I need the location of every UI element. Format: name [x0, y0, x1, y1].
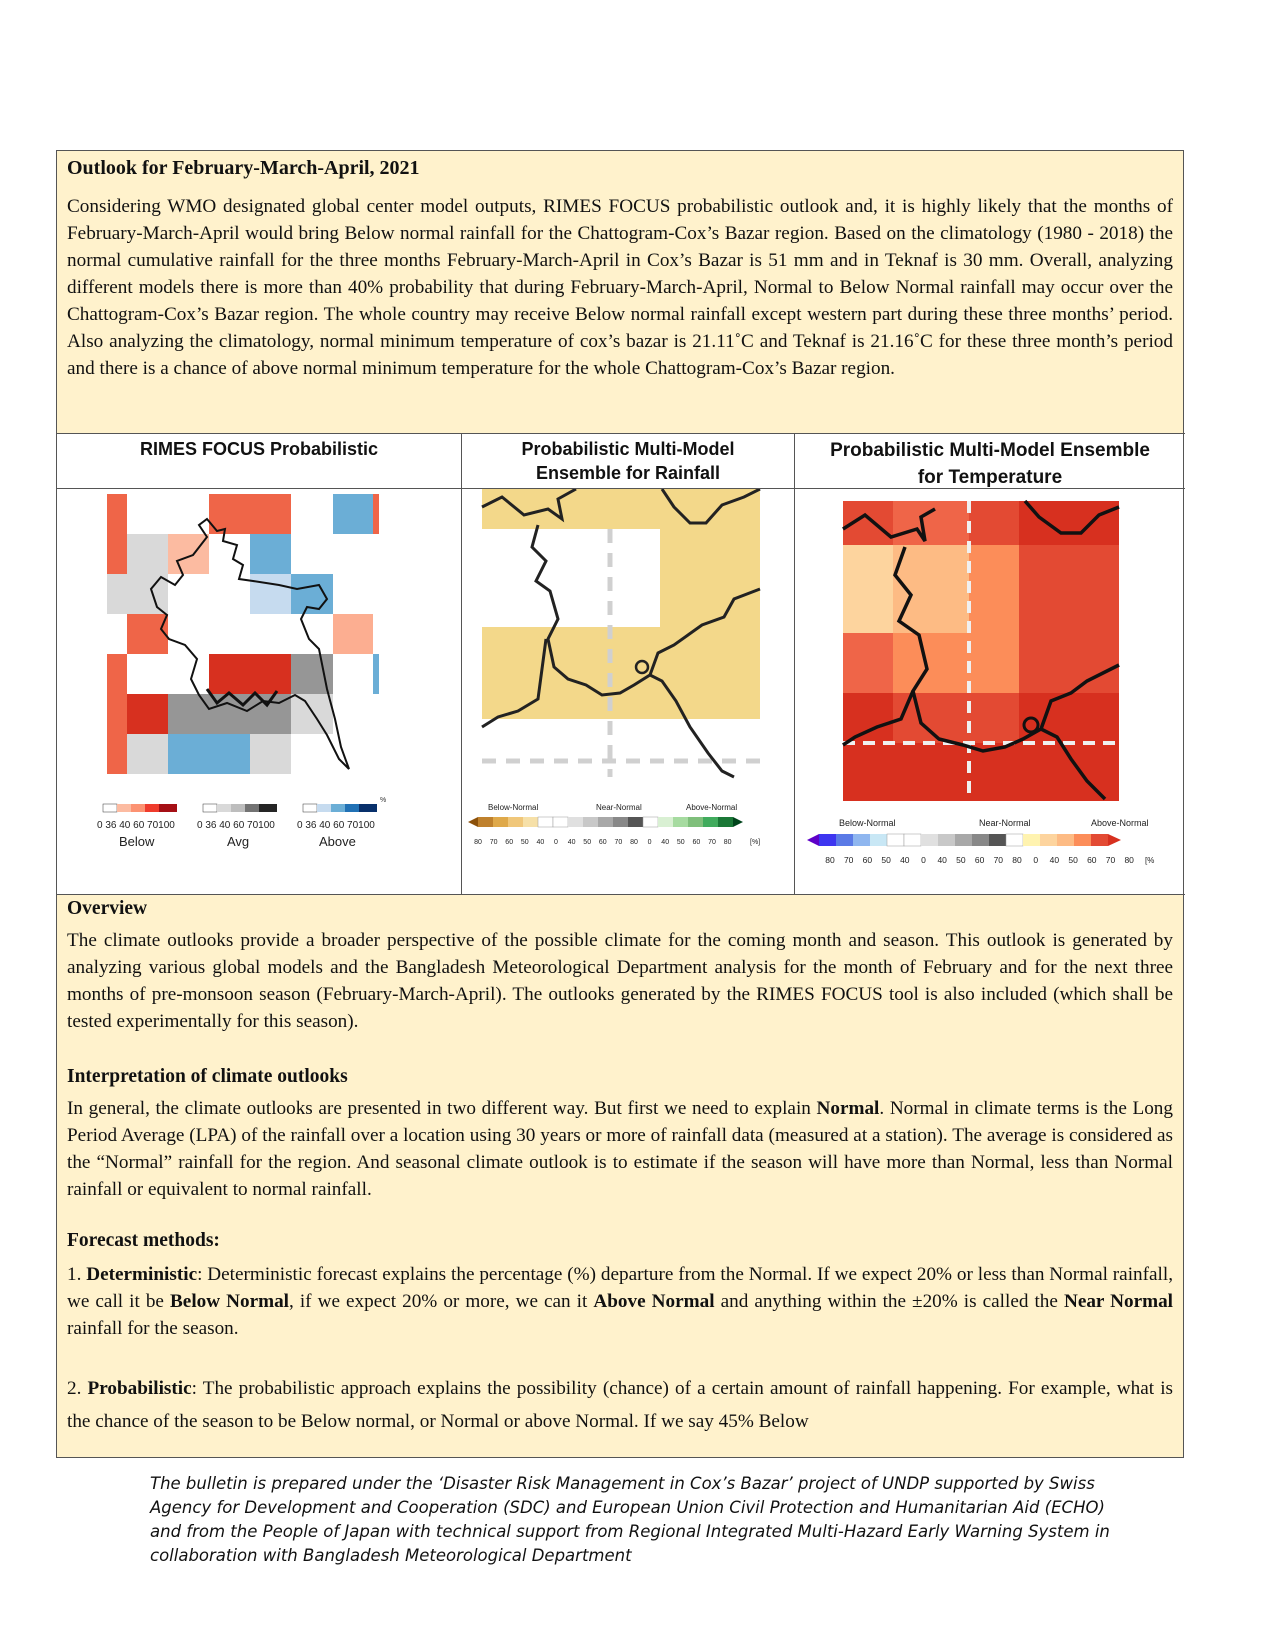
legend-tick-label: 70 [489, 839, 498, 846]
legend-tick-label: 70 [614, 839, 623, 846]
deterministic-text-a: : Deterministic forecast explains the percentage (%) departure from the Normal. If we expect 20% or less than Normal rainfall, we call it be [67, 1264, 1173, 1312]
explanation-section [57, 895, 1183, 1438]
rainfall-ensemble-heading [462, 434, 794, 489]
overview-heading: Overview [67, 898, 148, 919]
rimes-legend-below: Below [119, 834, 155, 849]
legend-tick-label: 40 [900, 855, 910, 865]
legend-tick-label: 60 [598, 839, 607, 846]
legend-tick-label: 50 [1068, 855, 1078, 865]
temperature-heading-line1: Probabilistic Multi-Model Ensemble [830, 440, 1150, 461]
legend-tick-label: 60 [862, 855, 873, 865]
legend-tick-label: 50 [583, 839, 592, 846]
outlook-paragraph: Considering WMO designated global center model outputs, RIMES FOCUS probabilistic outlook and, it is highly likely that the months of February-March-April would bring Below normal rainfall for the Chattogram-Cox’s Bazar region. Based on the climatology (1980 - 2018) the normal cumulative rainfall for the three months February-March-April in Cox’s Bazar is 51 mm and in Teknaf is 30 mm. Overall, analyzing different models there is more than 40% probability that during February-March-April, Normal to Below Normal rainfall may occur over the Chattogram-Cox’s Bazar region. The whole country may receive Below normal rainfall except western part during these three months’ period. Also analyzing the climatology, normal minimum temperature of cox’s bazar is 21.11˚C and Teknaf is 21.16˚C for these three month’s period and there is a chance of above normal minimum temperature for the whole Chattogram-Cox’s Bazar region. [67, 196, 1173, 379]
rainfall-legend-ticks [474, 839, 731, 846]
temperature-map [795, 489, 1185, 895]
temperature-legend-unit: [% [1145, 856, 1155, 865]
forecast-methods-heading: Forecast methods: [67, 1230, 220, 1251]
legend-tick-label: 50 [956, 855, 966, 865]
probabilistic-number: 2. [67, 1378, 88, 1399]
rainfall-legend-unit: [%] [750, 839, 761, 846]
legend-tick-label: 0 [554, 839, 558, 846]
rainfall-legend [468, 803, 760, 846]
legend-tick-label: 0 [647, 839, 652, 846]
rimes-legend [97, 797, 386, 849]
legend-tick-label: 80 [723, 839, 732, 846]
rimes-legend-avg: Avg [227, 834, 250, 849]
interpretation-text-end: . Normal in climate terms is the Long Period Average (LPA) of the rainfall over a location using 30 years or more of rainfall data (measured at a station). The average is considered as the “Normal” rainfall for the region. And seasonal climate outlook is to estimate if the season will have more than Normal, less than Normal rainfall or equivalent to normal rainfall. [67, 1098, 1173, 1200]
rimes-focus-map-area [57, 489, 461, 894]
temperature-map-area [795, 489, 1185, 894]
outlook-box [56, 150, 1184, 1458]
legend-tick-label: 40 [661, 839, 670, 846]
legend-tick-label: 60 [692, 839, 701, 846]
legend-tick-label: 50 [520, 839, 529, 846]
legend-tick-label: 50 [676, 839, 685, 846]
rimes-focus-heading: RIMES FOCUS Probabilistic [57, 434, 461, 489]
legend-tick-label: 60 [974, 855, 985, 865]
rimes-focus-map [57, 489, 461, 895]
interpretation-paragraph [67, 1095, 1173, 1203]
legend-tick-label: 80 [1124, 855, 1134, 865]
legend-tick-label: 70 [708, 839, 716, 846]
rainfall-map-area [462, 489, 794, 894]
legend-tick-label: 80 [630, 839, 638, 846]
rimes-legend-unit: % [380, 797, 387, 804]
outlook-title: Outlook for February-March-April, 2021 [67, 157, 420, 179]
rimes-ticks-avg: 0 36 40 60 70100 [197, 820, 275, 831]
below-normal-term: Below Normal [170, 1291, 290, 1312]
rainfall-map [462, 489, 794, 895]
probabilistic-text: : The probabilistic approach explains the possibility (chance) of a certain amount of rainfall happening. For example, what is the chance of the season to be Below normal, or Normal or above Normal. If we say 45% Below [67, 1378, 1173, 1432]
interpretation-heading: Interpretation of climate outlooks [67, 1066, 348, 1087]
legend-tick-label: 40 [567, 839, 576, 846]
deterministic-text-d: rainfall for the season. [67, 1318, 239, 1339]
interpretation-text-start: In general, the climate outlooks are presented in two different way. But first we need to explain [67, 1098, 817, 1119]
legend-tick-label: 80 [825, 855, 835, 865]
footer-note: The bulletin is prepared under the ‘Disaster Risk Management in Cox’s Bazar’ project of UNDP supported by Swiss Agency for Development and Cooperation (SDC) and European Union Civil Protection and Humanitarian Aid (ECHO) and from the People of Japan with technical support from Regional Integrated Multi-Hazard Early Warning System in collaboration with Bangladesh Meteorological Department [150, 1474, 1110, 1565]
rimes-ticks-below: 0 36 40 60 70100 [97, 820, 175, 831]
rainfall-legend-above: Above-Normal [686, 803, 738, 812]
deterministic-paragraph [67, 1261, 1173, 1342]
maps-table [57, 433, 1183, 895]
legend-tick-label: 80 [1012, 855, 1022, 865]
normal-term: Normal [816, 1098, 880, 1119]
temperature-legend-above: Above-Normal [1091, 818, 1149, 828]
rimes-focus-cell [57, 433, 462, 895]
temperature-ensemble-cell [795, 433, 1185, 895]
rimes-legend-above: Above [319, 834, 356, 849]
legend-tick-label: 70 [993, 855, 1004, 865]
near-normal-term: Near Normal [1063, 1291, 1174, 1312]
legend-tick-label: 50 [881, 855, 891, 865]
temperature-heading-line2: for Temperature [917, 467, 1063, 488]
legend-tick-label: 60 [1087, 855, 1097, 865]
temperature-legend-below: Below-Normal [839, 818, 896, 828]
rainfall-heading-line1: Probabilistic Multi-Model [521, 439, 735, 459]
legend-tick-label: 40 [1049, 855, 1060, 865]
legend-tick-label: 40 [937, 855, 947, 865]
rainfall-ensemble-cell [462, 433, 795, 895]
legend-tick-label: 80 [474, 839, 482, 846]
rainfall-legend-near: Near-Normal [596, 803, 642, 812]
rimes-ticks-above: 0 36 40 60 70100 [297, 820, 375, 831]
outlook-section [57, 151, 1183, 433]
legend-tick-label: 0 [1033, 855, 1039, 865]
legend-tick-label: 40 [536, 839, 545, 846]
probabilistic-term: Probabilistic [87, 1378, 192, 1399]
temperature-legend [807, 818, 1154, 865]
legend-tick-label: 0 [921, 855, 926, 865]
deterministic-text-c: and anything within the ±20% is called the [714, 1291, 1064, 1312]
deterministic-number: 1. [67, 1264, 87, 1285]
above-normal-term: Above Normal [593, 1291, 715, 1312]
rainfall-legend-below: Below-Normal [488, 803, 539, 812]
deterministic-text-b: , if we expect 20% or more, we can it [289, 1291, 594, 1312]
temperature-legend-ticks [825, 855, 1134, 865]
probabilistic-paragraph [67, 1372, 1173, 1438]
legend-tick-label: 70 [1105, 855, 1116, 865]
rainfall-heading-line2: Ensemble for Rainfall [535, 463, 721, 483]
temperature-legend-near: Near-Normal [979, 818, 1031, 828]
legend-tick-label: 70 [843, 855, 854, 865]
legend-tick-label: 60 [505, 839, 514, 846]
deterministic-term: Deterministic [86, 1264, 198, 1285]
temperature-ensemble-heading [795, 434, 1185, 489]
overview-paragraph: The climate outlooks provide a broader perspective of the possible climate for the coming month and season. This outlook is generated by analyzing various global models and the Bangladesh Meteorological Department analysis for the month of February and for the next three months of pre-monsoon season (February-March-April). The outlooks generated by the RIMES FOCUS tool is also included (which shall be tested experimentally for this season). [67, 930, 1173, 1032]
